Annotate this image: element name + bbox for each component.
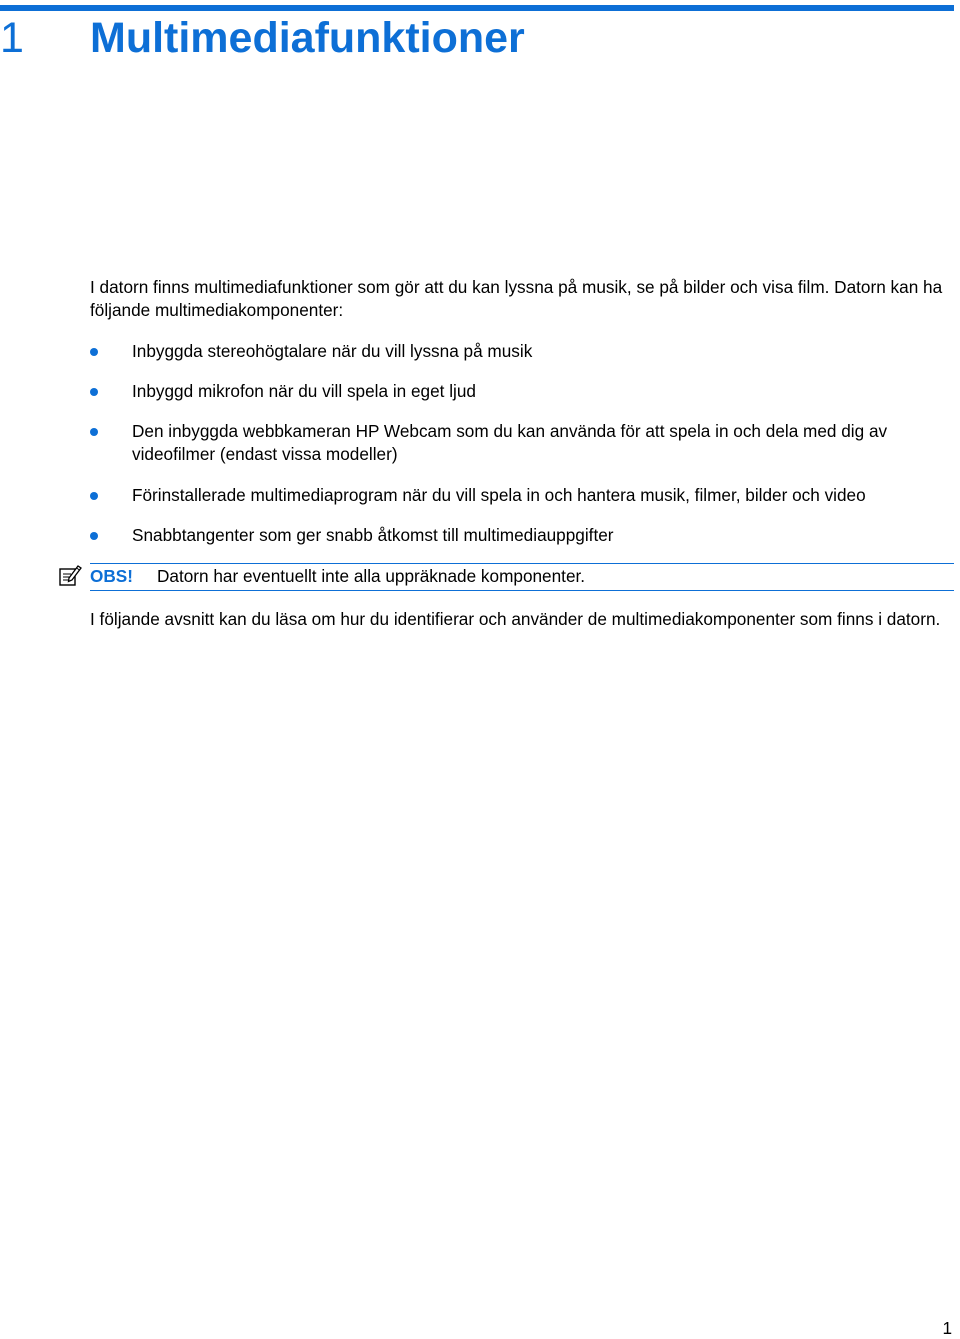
bullet-icon: [90, 388, 98, 396]
note-box: [58, 563, 954, 591]
list-item: [90, 484, 956, 507]
note-top-rule: [90, 563, 954, 564]
bullet-icon: [90, 348, 98, 356]
intro-paragraph: I datorn finns multimediafunktioner som gör att du kan lyssna på musik, se på bilder och visa film. Datorn kan ha följande multimediakomponenter:: [90, 277, 943, 320]
list-item-text: Den inbyggda webbkameran HP Webcam som du kan använda för att spela in och dela med dig av videofilmer (endast vissa modeller): [132, 421, 888, 464]
chapter-heading: [0, 14, 525, 66]
component-list: [90, 340, 956, 547]
outro-paragraph: I följande avsnitt kan du läsa om hur du identifierar och använder de multimediakomponenter som finns i datorn.: [90, 609, 941, 629]
bullet-icon: [90, 428, 98, 436]
chapter-number: 1: [0, 14, 24, 62]
note-bottom-rule: [90, 590, 954, 591]
list-item-text: Förinstallerade multimediaprogram när du vill spela in och hantera musik, filmer, bilder och video: [132, 485, 866, 505]
note-label: OBS!: [90, 566, 133, 586]
list-item-text: Snabbtangenter som ger snabb åtkomst till multimediauppgifter: [132, 525, 614, 545]
chapter-title: Multimediafunktioner: [90, 14, 525, 62]
chapter-top-rule: [0, 5, 954, 11]
page-number: 1: [942, 1318, 952, 1338]
bullet-icon: [90, 532, 98, 540]
list-item: [90, 340, 956, 363]
list-item: [90, 420, 956, 466]
list-item-text: Inbyggd mikrofon när du vill spela in eget ljud: [132, 381, 476, 401]
list-item: [90, 524, 956, 547]
note-text: Datorn har eventuellt inte alla uppräknade komponenter.: [157, 566, 586, 586]
list-item: [90, 380, 956, 403]
list-item-text: Inbyggda stereohögtalare när du vill lyssna på musik: [132, 341, 533, 361]
bullet-icon: [90, 492, 98, 500]
note-pencil-icon: [58, 563, 82, 587]
